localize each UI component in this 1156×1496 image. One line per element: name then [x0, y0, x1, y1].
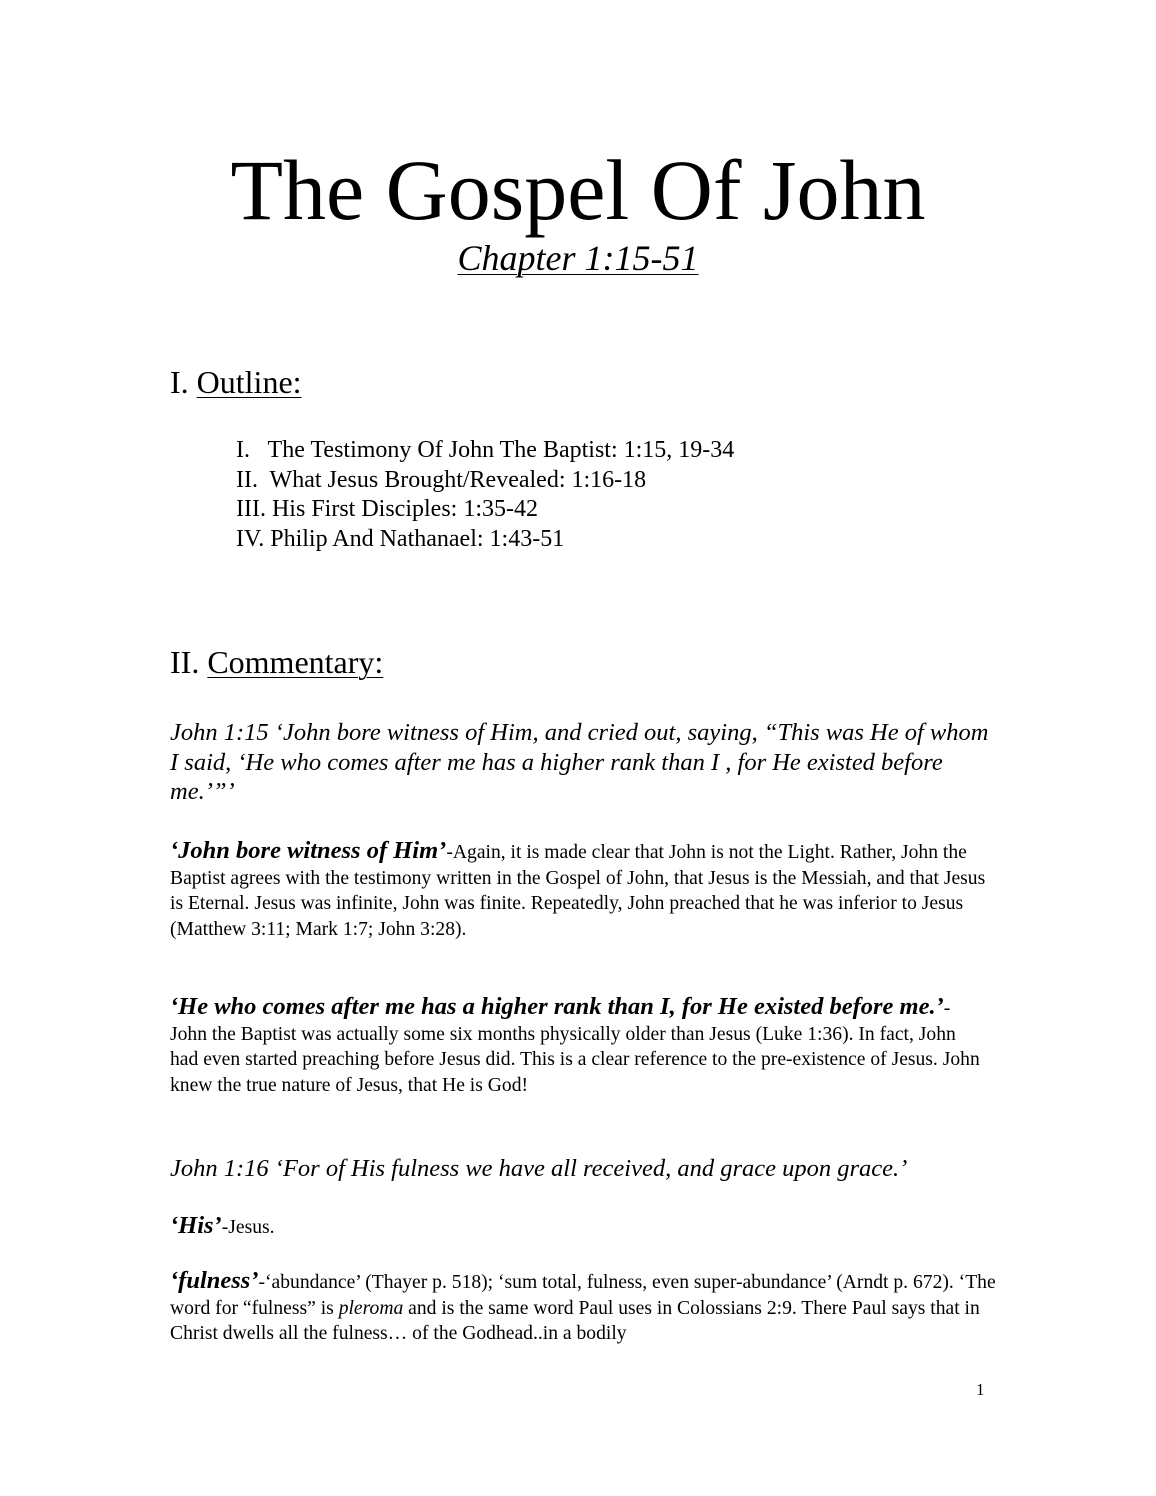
section-numeral: I. — [170, 364, 189, 400]
commentary-paragraph — [170, 1268, 1000, 1347]
page-number: 1 — [976, 1380, 985, 1399]
section-numeral: II. — [170, 644, 200, 680]
page-subtitle: Chapter 1:15-51 — [457, 238, 699, 278]
section-heading-commentary — [170, 642, 383, 682]
outline-item: II. What Jesus Brought/Revealed: 1:16-18 — [236, 466, 647, 493]
paragraph-lead: ‘He who comes after me has a higher rank than I, for He existed before me.’ — [170, 993, 944, 1020]
paragraph-text: -‘abundance’ (Thayer p. 518); ‘sum total, fulness, even super-abundance’ (Arndt p. 672). ‘The word for “fulness” is — [170, 1272, 996, 1319]
paragraph-text: -Jesus. — [221, 1217, 275, 1238]
paragraph-lead: ‘His’ — [170, 1212, 222, 1239]
outline-item: III. His First Disciples: 1:35-42 — [236, 496, 538, 522]
outline-item: I. The Testimony Of John The Baptist: 1:15, 19-34 — [236, 437, 735, 463]
paragraph-italic-term: pleroma — [338, 1297, 404, 1319]
commentary-paragraph — [170, 994, 985, 1098]
page-title: The Gospel Of John — [230, 142, 926, 238]
outline-item: IV. Philip And Nathanael: 1:43-51 — [236, 525, 565, 552]
paragraph-lead: ‘John bore witness of Him’ — [170, 837, 447, 864]
verse-john-1-16: John 1:16 ‘For of His fulness we have all received, and grace upon grace.’ — [170, 1155, 908, 1182]
paragraph-text: -John the Baptist was actually some six months physically older than Jesus (Luke 1:36). In fact, John had even started preaching before Jesus did. This is a clear reference to the pre-existence of Jesus. John knew the true nature of Jesus, that He is God! — [170, 998, 980, 1096]
paragraph-lead: ‘fulness’ — [170, 1267, 259, 1294]
section-label: Outline: — [196, 364, 302, 400]
paragraph-text: and is the same word Paul uses in Colossians 2:9. There Paul says that in Christ dwells all the fulness… of the Godhead..in a bodily — [170, 1297, 980, 1344]
paragraph-text: -Again, it is made clear that John is not the Light. Rather, John the Baptist agrees with the testimony written in the Gospel of John, that Jesus is the Messiah, and that Jesus is Eternal. Jesus was infinite, John was finite. Repeatedly, John preached that he was inferior to Jesus (Matthew 3:11; Mark 1:7; John 3:28). — [170, 842, 986, 940]
section-label: Commentary: — [207, 644, 384, 680]
outline-list — [236, 436, 734, 554]
commentary-paragraph — [170, 1213, 1000, 1241]
section-heading-outline — [170, 362, 302, 402]
verse-john-1-15: John 1:15 ‘John bore witness of Him, and cried out, saying, “This was He of whom I said, ‘He who comes after me has a higher rank than I , for He existed before me.’”’ — [170, 719, 989, 805]
commentary-paragraph — [170, 838, 1000, 942]
